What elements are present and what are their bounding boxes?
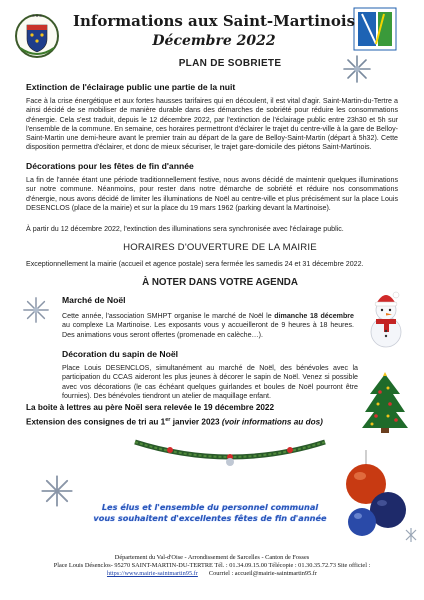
website-link[interactable]: https://www.mairie-saintmartin95.fr (106, 570, 198, 577)
decorations-heading: Décorations pour les fêtes de fin d'année (26, 161, 194, 171)
sorting-notice: Extension des consignes de tri au 1er janvier 2023 (voir informations au dos) (26, 417, 323, 427)
garland-icon (130, 432, 330, 472)
town-logo-icon (352, 6, 398, 52)
market-text: Cette année, l'association SMHPT organise le marché de Noël le dimanche 18 décembre au complexe La Martinoise. Les exposants vous y accueilleront de 9 heures à 18 heures. Des animations vous seront offertes (promenade en calèche…). (62, 312, 354, 339)
tree-text: Place Louis DESENCLOS, simultanément au marché de Noël, des bénévoles avec la participation du CCAS aideront les plus jeunes à décorer le sapin de Noël. Venez si possible avec vos décorations (le cas échéant quelques guirlandes et boules de Noël pourront être fournies). Des bénévoles tiendront un atelier de maquillage enfant. (62, 364, 358, 400)
hours-heading: HORAIRES D'OUVERTURE DE LA MAIRIE (123, 242, 317, 253)
snowman-icon (362, 286, 410, 352)
hours-text: Exceptionnellement la mairie (accueil et agence postale) sera fermée les samedis 24 et 31 décembre 2022. (26, 260, 364, 268)
decorations-text: La fin de l'année étant une période traditionnellement festive, nous avons décidé de maintenir quelques illuminations sur notre commune. Néanmoins, pour rester dans notre démarche de sobriété et réduire nos consommations d'énergie, nous avons décidé de limiter les illuminations de Noël au centre-ville et plus précisément sur la place Louis DESENCLOS (place de la mairie) et sur la place du 19 mars 1962 (parking devant la Martinoise). (26, 176, 398, 212)
closing-line-2: vous souhaitent d'excellentes fêtes de fin d'année (93, 512, 327, 523)
crest-icon (14, 8, 60, 64)
christmas-tree-icon (360, 372, 410, 434)
snowflake-icon (342, 54, 372, 84)
footer-line-2: Place Louis Désenclos- 95270 SAINT-MARTIN-DU-TERTRE Tél. : 01.34.09.15.00 Télécopie : 01.30.35.72.73 Site officiel : (53, 562, 371, 569)
decorations-text-2: À partir du 12 décembre 2022, l'extinction des illuminations sera synchronisée avec l'éclairage public. (26, 225, 344, 233)
agenda-heading: À NOTER DANS VOTRE AGENDA (142, 277, 298, 288)
footer-line-1: Département du Val-d'Oise - Arrondissement de Sarcelles - Canton de Fosses (114, 554, 310, 561)
ornament-icon (326, 450, 418, 546)
market-heading: Marché de Noël (62, 295, 126, 305)
page-title: Informations aux Saint-Martinois (72, 12, 356, 30)
letterbox-notice: La boite à lettres au père Noël sera relevée le 19 décembre 2022 (26, 403, 275, 412)
tree-heading: Décoration du sapin de Noël (62, 349, 179, 359)
footer (20, 554, 404, 578)
closing-line-1: Les élus et l'ensemble du personnel communal (101, 502, 319, 512)
lighting-text: Face à la crise énergétique et aux fortes hausses tarifaires qui en découlent, il est vital d'agir. Saint-Martin-du-Tertre a ainsi décidé de se mobiliser de manière durable dans des démarches de sobriété pour réduire les consommations d'énergie. Cela s'est traduit, depuis le 12 décembre 2022, par l'extinction de l'éclairage public entre 23h30 et 5h sur l'ensemble de la commune. En semaine, ces horaires permettront d'éclairer le trajet du centre-ville à la gare de Belloy-Saint-Martin une demi-heure avant le premier train au départ de la gare de Belloy-Saint-Martin (départ à 5h32). Cette disposition permettra d'éclairer, et donc de mieux sécuriser, le trajet gare-domicile des piétons Saint-Martinois. (26, 97, 398, 152)
snowflake-icon (22, 296, 50, 324)
page-subtitle: Décembre 2022 (152, 33, 276, 49)
lighting-heading: Extinction de l'éclairage public une partie de la nuit (26, 82, 236, 92)
svg-text:★★★: ★★★ (31, 13, 43, 18)
email-text: Courriel : accueil@mairie-saintmartin95.fr (208, 570, 317, 577)
footer-line-3 (20, 570, 404, 578)
section-title: PLAN DE SOBRIETE (178, 58, 282, 69)
closing-message (60, 502, 360, 523)
